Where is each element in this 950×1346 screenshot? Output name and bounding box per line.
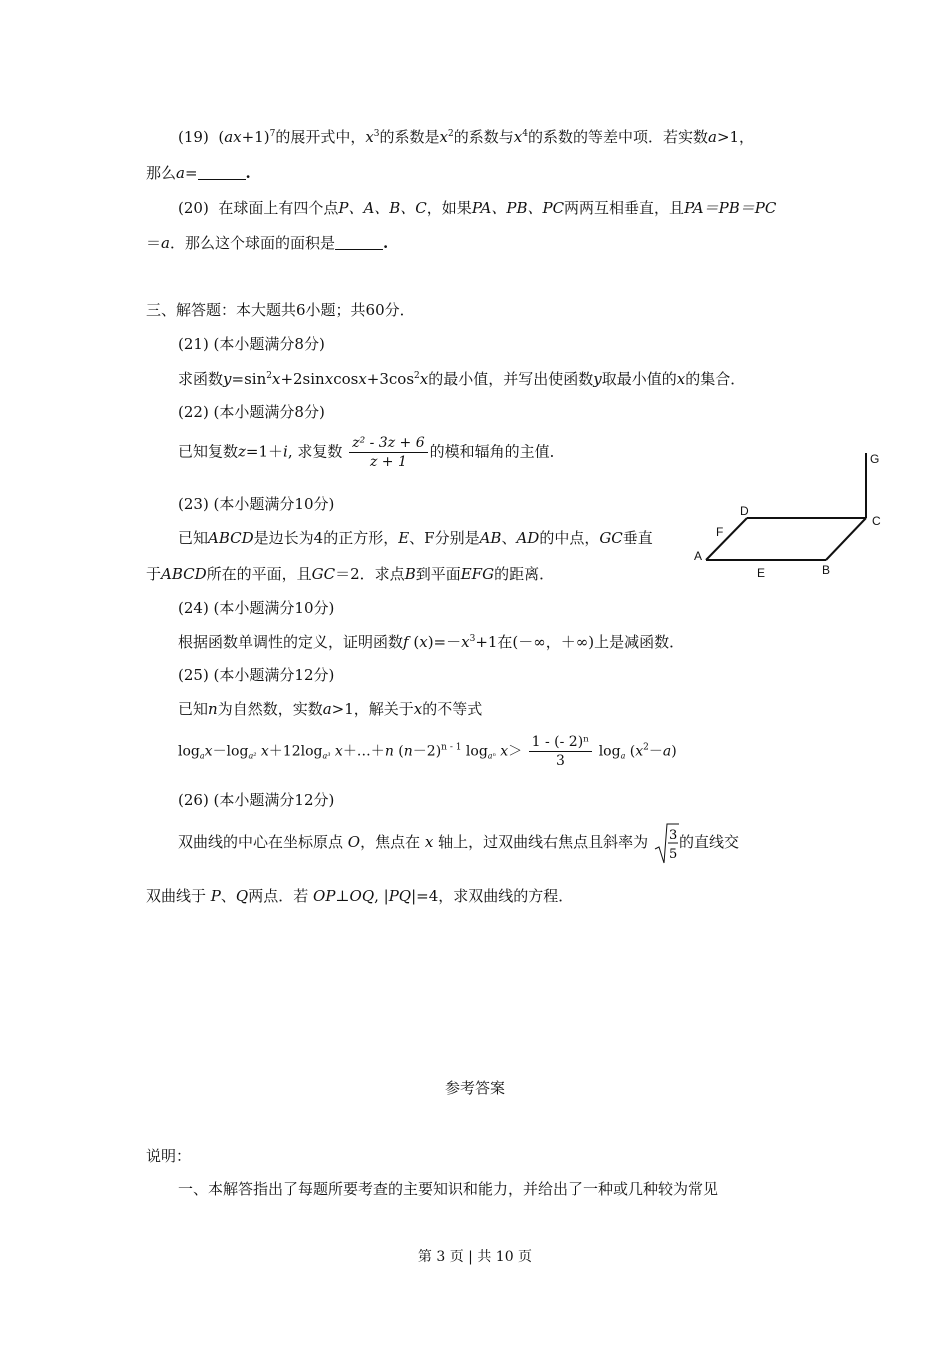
q22-body: 已知复数z=1＋i, 求复数 $\frac{\text{z² - 3z + 6}}{z + 1}$ 的模和辐角的主值． xyxy=(178,435,565,470)
q19-line2: 那么a= . xyxy=(146,164,251,182)
q26-line1: 双曲线的中心在坐标原点 O，焦点在 x 轴上，过双曲线右焦点且斜率为 3 5 的直线交 xyxy=(178,820,739,865)
label-g: G xyxy=(870,452,880,466)
answer-blank xyxy=(198,165,246,180)
section-3-heading: 三、解答题：本大题共6小题；共60分． xyxy=(146,301,415,319)
sqrt-numerator: 3 xyxy=(668,828,678,843)
q26-heading: (26) (本小题满分12分) xyxy=(178,791,335,809)
answers-title: 参考答案 xyxy=(444,1079,505,1097)
sqrt-denominator: 5 xyxy=(668,847,678,862)
q26-line2: 双曲线于 P、Q两点．若 OP⊥OQ, |PQ|=4，求双曲线的方程． xyxy=(146,887,574,905)
q20-line2: ＝a．那么这个球面的面积是 . xyxy=(146,234,389,252)
q25-body: 已知n为自然数，实数a>1，解关于x的不等式 xyxy=(178,700,483,718)
q22-heading: (22) (本小题满分8分) xyxy=(178,403,325,421)
page-footer: 第 3 页 | 共 10 页 xyxy=(417,1249,533,1265)
q25-inequality: $\log_ax-\log_{a^2}$ $x+12\log_{a^3}$ x＋…＋n $(n-2)^{n - 1}$ $\log_{a^n} x>$ $\frac{\text{1 - (- 2)ⁿ}}{3}$ $\log_a (x^2-a)$ xyxy=(178,734,677,769)
q23-line2: 于ABCD所在的平面，且GC＝2．求点B到平面EFG的距离． xyxy=(146,565,555,583)
q23-heading: (23) (本小题满分10分) xyxy=(178,495,335,513)
q25-fraction: $\frac{\text{1 - (- 2)ⁿ}}{3}$ xyxy=(529,733,593,770)
q19-line1: (19) $(ax+1)^7$的展开式中，$x^3$的系数是$x^2$的系数与$x^4$的系数的等差中项．若实数a>1， xyxy=(178,128,755,146)
q25-heading: (25) (本小题满分12分) xyxy=(178,666,335,684)
sqrt-symbol xyxy=(653,821,679,865)
edge-bc xyxy=(826,518,866,560)
answer-blank xyxy=(335,235,383,250)
q20-line1: (20) 在球面上有四个点P、A、B、C，如果PA、PB、PC两两互相垂直，且PA＝PB＝PC xyxy=(178,199,777,217)
edge-da xyxy=(706,518,747,560)
q23-line1: 已知ABCD是边长为4的正方形，E、F分别是AB、AD的中点，GC垂直 xyxy=(178,529,653,547)
label-f: F xyxy=(716,525,724,539)
q24-heading: (24) (本小题满分10分) xyxy=(178,599,335,617)
label-a: A xyxy=(694,549,703,563)
label-b: B xyxy=(822,563,831,577)
q21-heading: (21) (本小题满分8分) xyxy=(178,335,325,353)
q24-body: 根据函数单调性的定义，证明函数f $(x)=-x^3+1$在(－∞，＋∞)上是减函数． xyxy=(178,633,685,651)
note-label: 说明： xyxy=(146,1147,192,1165)
note-1: 一、本解答指出了每题所要考查的主要知识和能力，并给出了一种或几种较为常见 xyxy=(178,1180,719,1198)
label-c: C xyxy=(872,514,881,528)
label-e: E xyxy=(757,566,766,580)
q22-fraction: $\frac{\text{z² - 3z + 6}}{z + 1}$ xyxy=(349,434,427,471)
geometry-figure xyxy=(690,445,890,585)
q21-body: 求函数$y=\sin^2x+2sinxcosx+3\cos^2x$的最小值，并写出使函数y取最小值的x的集合． xyxy=(178,370,746,388)
label-d: D xyxy=(740,504,749,518)
